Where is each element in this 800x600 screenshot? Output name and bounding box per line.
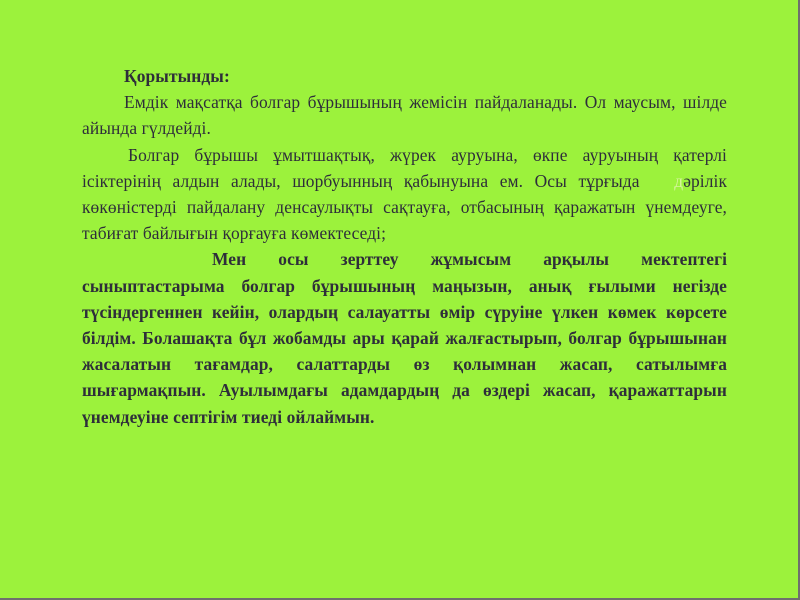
paragraph-2-text-after: әрілік көкөністерді пайдалану денсаулықты сақтауға, отбасының қаражатын үнемдеуге, табиғат байлығын қорғауға көмектеседі; (82, 170, 727, 244)
slide-title: Қорытынды: (124, 66, 230, 86)
paragraph-3: Мен осы зерттеу жұмысым арқылы мектептегі сыныптастарыма болгар бұрышының маңызын, анық ғылыми негізде түсіндергеннен кейін, олардың салауатты өмір сүруіне үлкен көмек көрсете білдім. Болашақта бұл жобамды ары қарай жалғастырып, болгар бұрышынан жасалатын тағамдар, салаттарды өз қолымнан жасап, сатылымға шығармақпын. Ауылымдағы адамдардың да өздері жасап, қаражаттарын үнемдеуіне септігім тиеді ойлаймын. (82, 249, 727, 427)
paragraph-2 (82, 142, 727, 247)
paragraph-2-text-before: Болгар бұрышы ұмытшақтық, жүрек ауруына, өкпе ауруының қатерлі ісіктерінің алдын алады, шорбуынның қабынуына ем. Осы тұрғыда (82, 144, 727, 191)
paragraph-1: Емдік мақсатқа болгар бұрышының жемісін пайдаланады. Ол маусым, шілде айында гүлдейді. (82, 92, 727, 139)
slide-content (82, 63, 727, 430)
paragraph-2-faint-letter: д (674, 170, 684, 191)
